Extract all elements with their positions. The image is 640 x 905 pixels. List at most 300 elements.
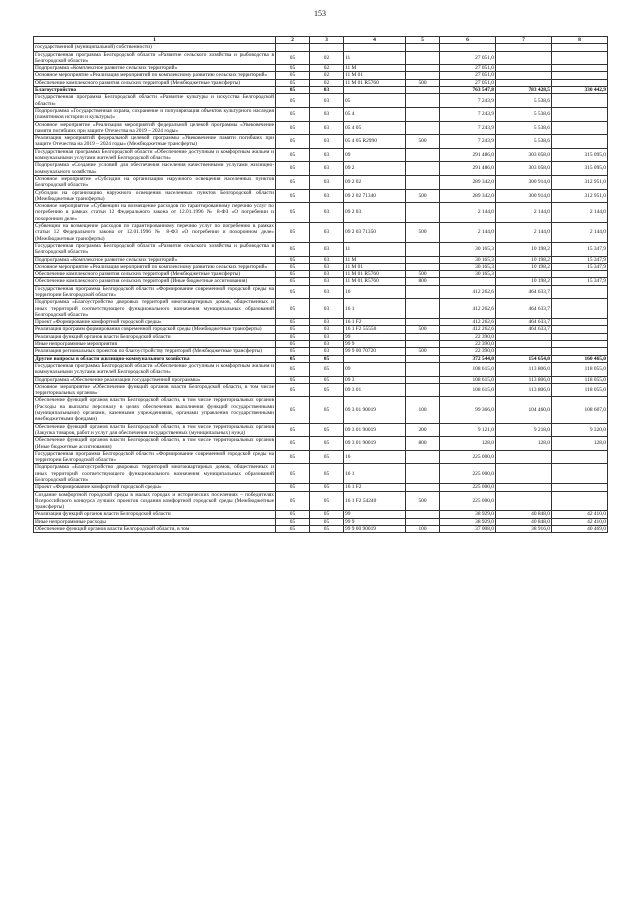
subsection-code: 05: [310, 511, 344, 518]
amount-year-3: [552, 44, 608, 51]
section-code: 05: [276, 135, 310, 149]
expense-type-code: [406, 203, 440, 223]
expense-type-code: 200: [406, 423, 440, 437]
table-row: [34, 511, 608, 518]
table-row: [34, 450, 608, 464]
expense-type-code: [406, 72, 440, 79]
subsection-code: 05: [310, 355, 344, 362]
table-row: [34, 484, 608, 491]
amount-year-2: [496, 491, 552, 511]
subsection-code: 03: [310, 189, 344, 203]
subsection-code: 03: [310, 94, 344, 108]
table-row: [34, 437, 608, 451]
section-code: 05: [276, 65, 310, 72]
section-code: 05: [276, 511, 310, 518]
subsection-code: 03: [310, 175, 344, 189]
amount-year-1: 225 000,0: [440, 464, 496, 484]
amount-year-3: 315 095,0: [552, 162, 608, 176]
row-name: Подпрограмма «Комплексное развитие сельских территорий»: [34, 256, 276, 263]
row-name: Другие вопросы в области жилищно-коммунального хозяйства: [34, 355, 276, 362]
amount-year-3: [552, 72, 608, 79]
amount-year-3: 315 095,0: [552, 148, 608, 162]
expense-type-code: [406, 355, 440, 362]
target-article-code: 11 М 01 R5760: [344, 271, 406, 278]
amount-year-2: 10 198,2: [496, 256, 552, 263]
target-article-code: 16 1 F2: [344, 484, 406, 491]
subsection-code: 03: [310, 121, 344, 135]
section-code: 05: [276, 526, 310, 533]
section-code: 05: [276, 355, 310, 362]
section-code: 05: [276, 348, 310, 355]
expense-type-code: 500: [406, 189, 440, 203]
expense-type-code: [406, 148, 440, 162]
amount-year-3: [552, 65, 608, 72]
expense-type-code: [406, 464, 440, 484]
table-row: [34, 256, 608, 263]
amount-year-3: [552, 94, 608, 108]
amount-year-3: 15 347,9: [552, 256, 608, 263]
table-row: [34, 223, 608, 243]
subsection-code: 03: [310, 203, 344, 223]
amount-year-1: 289 342,0: [440, 175, 496, 189]
amount-year-3: 118 055,0: [552, 383, 608, 397]
row-name: Государственная программа Белгородской области «Развитие сельского хозяйства и рыбоводства в Белгородской области»: [35, 51, 274, 64]
expense-type-code: [406, 162, 440, 176]
row-name: Государственная программа Белгородской области «Формирование современной городской среды на территории Белгородской области»: [35, 285, 274, 298]
amount-year-2: 113 806,0: [496, 362, 552, 376]
table-row: [34, 278, 608, 285]
amount-year-2: [496, 450, 552, 464]
section-code: 05: [276, 94, 310, 108]
amount-year-2: 300 914,0: [496, 189, 552, 203]
amount-year-3: [552, 491, 608, 511]
subsection-code: 05: [310, 437, 344, 451]
amount-year-1: 22 390,0: [440, 341, 496, 348]
table-row: [34, 94, 608, 108]
amount-year-2: [496, 484, 552, 491]
table-row: [34, 79, 608, 86]
amount-year-2: 104 460,0: [496, 397, 552, 423]
amount-year-3: 108 607,0: [552, 397, 608, 423]
section-code: 05: [276, 362, 310, 376]
target-article-code: 05 4 05 R2990: [344, 135, 406, 149]
subsection-code: 03: [310, 326, 344, 333]
section-code: 05: [276, 450, 310, 464]
target-article-code: 99 9 00 90019: [344, 526, 406, 533]
row-name: Государственная программа Белгородской области «Развитие сельского хозяйства и рыбоводства в Белгородской области»: [35, 242, 274, 256]
amount-year-1: [440, 44, 496, 51]
section-code: 05: [276, 87, 310, 94]
table-row: [34, 348, 608, 355]
target-article-code: 16: [344, 450, 406, 464]
amount-year-3: 2 144,0: [552, 223, 608, 243]
expense-type-code: [406, 319, 440, 326]
target-article-code: 09 2 03 71350: [344, 223, 406, 243]
amount-year-3: 118 055,0: [552, 362, 608, 376]
expense-type-code: [406, 450, 440, 464]
amount-year-1: 99 366,0: [440, 397, 496, 423]
target-article-code: 09 2 03: [344, 203, 406, 223]
expense-type-code: 800: [406, 278, 440, 285]
table-row: [34, 491, 608, 511]
table-row: [34, 526, 608, 533]
table-row: [34, 107, 608, 121]
header-cell: 7: [496, 37, 552, 44]
row-name: Государственная программа Белгородской области «Обеспечение доступным и комфортным жильем и коммунальными услугами жителей Белгородской области»: [35, 362, 274, 376]
amount-year-3: 160 465,0: [552, 355, 608, 362]
target-article-code: 16 1: [344, 464, 406, 484]
amount-year-2: [496, 333, 552, 340]
amount-year-2: 303 058,0: [496, 162, 552, 176]
amount-year-1: 27 051,0: [440, 79, 496, 86]
amount-year-2: 10 198,2: [496, 263, 552, 270]
row-name: Обеспечение функций органов власти Белгородской области, в том: [34, 526, 276, 533]
table-row: [34, 423, 608, 437]
table-row: [34, 65, 608, 72]
section-code: 05: [276, 437, 310, 451]
subsection-code: 03: [310, 256, 344, 263]
amount-year-3: 128,0: [552, 437, 608, 451]
header-cell: 3: [310, 37, 344, 44]
section-code: 05: [276, 376, 310, 383]
expense-type-code: [406, 263, 440, 270]
amount-year-1: 108 615,0: [440, 383, 496, 397]
amount-year-1: 38 929,0: [440, 511, 496, 518]
amount-year-1: 7 243,9: [440, 121, 496, 135]
subsection-code: 03: [310, 135, 344, 149]
amount-year-2: [496, 271, 552, 278]
section-code: 05: [276, 189, 310, 203]
amount-year-1: 37 008,0: [440, 526, 496, 533]
target-article-code: 09 3 01 90019: [344, 423, 406, 437]
amount-year-3: [552, 51, 608, 65]
amount-year-3: 15 347,9: [552, 263, 608, 270]
target-article-code: 05 4: [344, 107, 406, 121]
target-article-code: [344, 87, 406, 94]
subsection-code: 05: [310, 526, 344, 533]
section-code: 05: [276, 491, 310, 511]
amount-year-2: 10 198,2: [496, 242, 552, 256]
table-row: [34, 51, 608, 65]
amount-year-2: 154 654,0: [496, 355, 552, 362]
amount-year-3: [552, 348, 608, 355]
target-article-code: 09: [344, 148, 406, 162]
target-article-code: 09 3 01: [344, 383, 406, 397]
amount-year-1: 27 051,0: [440, 51, 496, 65]
page-number: 153: [314, 9, 326, 18]
expense-type-code: [406, 121, 440, 135]
expense-type-code: [406, 107, 440, 121]
section-code: 05: [276, 162, 310, 176]
amount-year-3: [552, 79, 608, 86]
amount-year-1: 289 342,0: [440, 189, 496, 203]
section-code: 05: [276, 256, 310, 263]
expense-type-code: [406, 65, 440, 72]
table-row: [34, 376, 608, 383]
amount-year-1: 225 000,0: [440, 491, 496, 511]
subsection-code: 02: [310, 72, 344, 79]
subsection-code: 03: [310, 223, 344, 243]
amount-year-2: 9 218,0: [496, 423, 552, 437]
amount-year-2: [496, 348, 552, 355]
row-name: Субвенции на возмещение расходов по гарантированному перечню услуг по погребению в рамках статьи 12 Федерального закона от 12.01.1996 № 8-ФЗ «О погребении и похоронном деле» (Межбюджетные трансферты): [35, 223, 274, 242]
amount-year-1: 412 262,6: [440, 299, 496, 319]
subsection-code: 03: [310, 162, 344, 176]
subsection-code: 03: [310, 285, 344, 299]
row-name: Обеспечение комплексного развития сельских территорий (Межбюджетные трансферты): [34, 79, 276, 86]
subsection-code: 03: [310, 271, 344, 278]
amount-year-2: 5 538,6: [496, 107, 552, 121]
section-code: 05: [276, 242, 310, 256]
row-name: Иные непрограммные расходы: [34, 518, 276, 525]
subsection-code: 03: [310, 107, 344, 121]
target-article-code: 16: [344, 285, 406, 299]
expense-type-code: 500: [406, 271, 440, 278]
target-article-code: 16 1: [344, 299, 406, 319]
amount-year-1: 2 144,0: [440, 203, 496, 223]
row-name: Создание комфортной городской среды в малых городах и исторических поселениях – победителях Всероссийского конкурса лучших проектов создания комфортной городской среды (Межбюджетные трансферты): [35, 491, 274, 511]
table-row: [34, 319, 608, 326]
table-row: [34, 72, 608, 79]
target-article-code: 16 1 F2 54240: [344, 491, 406, 511]
target-article-code: 11: [344, 242, 406, 256]
amount-year-1: 128,0: [440, 437, 496, 451]
amount-year-1: 412 262,6: [440, 319, 496, 326]
amount-year-3: [552, 299, 608, 319]
amount-year-1: 7 243,9: [440, 94, 496, 108]
amount-year-3: [552, 271, 608, 278]
section-code: 05: [276, 326, 310, 333]
amount-year-1: 9 121,0: [440, 423, 496, 437]
target-article-code: 09 3 01 90019: [344, 437, 406, 451]
amount-year-1: 291 486,0: [440, 148, 496, 162]
table-row: [34, 271, 608, 278]
target-article-code: 11 М 01 R5760: [344, 79, 406, 86]
amount-year-3: [552, 341, 608, 348]
amount-year-3: 118 055,0: [552, 376, 608, 383]
subsection-code: 05: [310, 484, 344, 491]
subsection-code: 03: [310, 348, 344, 355]
row-name: Государственная программа Белгородской области «Развитие культуры и искусства Белгородской области»: [35, 94, 274, 107]
table-row: [34, 263, 608, 270]
table-row: [34, 341, 608, 348]
target-article-code: 11 М 01: [344, 263, 406, 270]
row-name: Реализация программ формирования современной городской среды (Межбюджетные трансферты): [34, 326, 276, 333]
expense-type-code: 500: [406, 135, 440, 149]
subsection-code: 02: [310, 79, 344, 86]
subsection-code: 05: [310, 464, 344, 484]
target-article-code: 09 2 02 71340: [344, 189, 406, 203]
amount-year-3: 40 469,0: [552, 526, 608, 533]
row-name: Субсидии на организацию наружного освещения населенных пунктов Белгородской области (Межбюджетные трансферты): [35, 189, 274, 202]
row-name: Основное мероприятие «Субвенции на возмещение расходов по гарантированному перечню услуг по погребению в рамках статьи 12 Федерального закона от 12.01.1996 № 8-ФЗ «О погребении и похоронном деле»: [35, 203, 274, 222]
subsection-code: 03: [310, 242, 344, 256]
amount-year-3: 312 951,0: [552, 189, 608, 203]
amount-year-2: [496, 341, 552, 348]
amount-year-2: 783 428,5: [496, 87, 552, 94]
amount-year-1: 2 144,0: [440, 223, 496, 243]
section-code: 05: [276, 299, 310, 319]
table-row: [34, 203, 608, 223]
subsection-code: 03: [310, 299, 344, 319]
table-row: [34, 135, 608, 149]
target-article-code: 11 М: [344, 256, 406, 263]
table-row: [34, 189, 608, 203]
amount-year-2: [496, 65, 552, 72]
amount-year-3: [552, 107, 608, 121]
subsection-code: 03: [310, 87, 344, 94]
amount-year-2: 40 848,0: [496, 511, 552, 518]
section-code: 05: [276, 148, 310, 162]
amount-year-2: 5 538,6: [496, 121, 552, 135]
section-code: 05: [276, 333, 310, 340]
row-name: Подпрограмма «Комплексное развитие сельских территорий»: [34, 65, 276, 72]
amount-year-1: 7 243,9: [440, 135, 496, 149]
target-article-code: 11 М 01: [344, 72, 406, 79]
subsection-code: 02: [310, 65, 344, 72]
section-code: 05: [276, 397, 310, 423]
header-cell: 8: [552, 37, 608, 44]
amount-year-1: 225 000,0: [440, 484, 496, 491]
amount-year-1: 30 165,3: [440, 263, 496, 270]
section-code: 05: [276, 319, 310, 326]
amount-year-1: 225 000,0: [440, 450, 496, 464]
subsection-code: 05: [310, 376, 344, 383]
target-article-code: 05 4 05: [344, 121, 406, 135]
amount-year-3: [552, 484, 608, 491]
target-article-code: 09 3: [344, 376, 406, 383]
target-article-code: 11 М: [344, 65, 406, 72]
expense-type-code: [406, 242, 440, 256]
amount-year-2: [496, 44, 552, 51]
row-name: Обеспечение функций органов власти Белгородской области, в том числе территориальных органов (Расходы на выплаты персоналу в целях обеспечения выполнения функций государственными (муниципальными) органами, казенными учреждениями, органами управления государственными внебюджетными фондами): [35, 397, 274, 423]
expense-type-code: [406, 484, 440, 491]
amount-year-2: 5 538,6: [496, 135, 552, 149]
table-row: [34, 397, 608, 423]
target-article-code: 05: [344, 94, 406, 108]
amount-year-2: 113 806,0: [496, 376, 552, 383]
table-row: [34, 148, 608, 162]
section-code: 05: [276, 121, 310, 135]
row-name: Подпрограмма «Создание условий для обеспечения населения качественными услугами жилищно-коммунального хозяйства»: [35, 162, 274, 175]
row-name: Проект «Формирование комфортной городской среды»: [34, 319, 276, 326]
amount-year-3: [552, 285, 608, 299]
amount-year-2: 464 633,7: [496, 299, 552, 319]
budget-table: [33, 36, 608, 533]
subsection-code: 03: [310, 319, 344, 326]
amount-year-2: [496, 51, 552, 65]
amount-year-3: [552, 121, 608, 135]
amount-year-1: 30 165,3: [440, 242, 496, 256]
amount-year-3: [552, 135, 608, 149]
expense-type-code: [406, 511, 440, 518]
header-cell: 2: [276, 37, 310, 44]
section-code: 05: [276, 383, 310, 397]
section-code: 05: [276, 271, 310, 278]
expense-type-code: [406, 341, 440, 348]
row-name: Иные непрограммные мероприятия: [34, 341, 276, 348]
expense-type-code: 500: [406, 491, 440, 511]
expense-type-code: 100: [406, 397, 440, 423]
table-row: [34, 362, 608, 376]
expense-type-code: 100: [406, 526, 440, 533]
subsection-code: 03: [310, 333, 344, 340]
amount-year-2: 10 198,2: [496, 278, 552, 285]
table-row: [34, 383, 608, 397]
table-row: [34, 355, 608, 362]
row-name: Реализация мероприятий федеральной целевой программы «Увековечение памяти погибших при защите Отечества на 2019 – 2024 годы» (Межбюджетные трансферты): [35, 135, 274, 148]
row-name: государственной (муниципальной) собственности): [34, 44, 276, 51]
row-name: Обеспечение функций органов власти Белгородской области, в том числе территориальных органов (Закупка товаров, работ и услуг для обеспечения государственных (муниципальных) нужд): [35, 423, 274, 436]
subsection-code: 05: [310, 362, 344, 376]
target-article-code: 09 2: [344, 162, 406, 176]
row-name: Основное мероприятие «Обеспечение функций органов власти Белгородской области, в том числе территориальных органов»: [35, 383, 274, 397]
expense-type-code: [406, 51, 440, 65]
amount-year-3: 15 347,9: [552, 278, 608, 285]
subsection-code: 02: [310, 51, 344, 65]
amount-year-2: [496, 79, 552, 86]
target-article-code: 99 9: [344, 518, 406, 525]
section-code: 05: [276, 518, 310, 525]
amount-year-2: 464 633,7: [496, 319, 552, 326]
expense-type-code: [406, 383, 440, 397]
expense-type-code: [406, 175, 440, 189]
table-body: [34, 44, 608, 533]
target-article-code: 16 1 F2: [344, 319, 406, 326]
section-code: 05: [276, 423, 310, 437]
section-code: 05: [276, 263, 310, 270]
row-name: Государственная программа Белгородской области «Обеспечение доступным и комфортным жильем и коммунальными услугами жителей Белгородской области»: [35, 148, 274, 162]
table-row: [34, 326, 608, 333]
expense-type-code: [406, 333, 440, 340]
amount-year-3: [552, 326, 608, 333]
table-row: [34, 518, 608, 525]
amount-year-1: 30 165,3: [440, 271, 496, 278]
subsection-code: 05: [310, 491, 344, 511]
table-row: [34, 242, 608, 256]
header-cell: 6: [440, 37, 496, 44]
amount-year-2: 464 633,7: [496, 285, 552, 299]
section-code: 05: [276, 79, 310, 86]
section-code: 05: [276, 107, 310, 121]
table-row: [34, 44, 608, 51]
amount-year-1: 763 547,8: [440, 87, 496, 94]
subsection-code: 05: [310, 397, 344, 423]
section-code: 05: [276, 484, 310, 491]
amount-year-1: 412 262,6: [440, 326, 496, 333]
amount-year-1: 108 615,0: [440, 362, 496, 376]
subsection-code: 03: [310, 263, 344, 270]
row-name: Подпрограмма «Обеспечение реализации государственной программы»: [34, 376, 276, 383]
amount-year-1: 291 486,0: [440, 162, 496, 176]
header-cell: 5: [406, 37, 440, 44]
row-name: Основное мероприятие «Реализация мероприятий федеральной целевой программы «Увековечение памяти погибших при защите Отечества на 2019 – 2024 годы»: [35, 121, 274, 134]
section-code: 05: [276, 223, 310, 243]
row-name: Благоустройство: [34, 87, 276, 94]
subsection-code: 03: [310, 341, 344, 348]
row-name: Основное мероприятие «Субсидии на организацию наружного освещения населенных пунктов Белгородской области»: [35, 175, 274, 189]
table-row: [34, 121, 608, 135]
amount-year-2: 38 916,0: [496, 526, 552, 533]
target-article-code: [344, 44, 406, 51]
subsection-code: 03: [310, 278, 344, 285]
amount-year-1: 30 165,3: [440, 256, 496, 263]
amount-year-1: 412 262,6: [440, 285, 496, 299]
amount-year-2: [496, 72, 552, 79]
target-article-code: 09: [344, 362, 406, 376]
expense-type-code: [406, 44, 440, 51]
amount-year-3: 2 144,0: [552, 203, 608, 223]
